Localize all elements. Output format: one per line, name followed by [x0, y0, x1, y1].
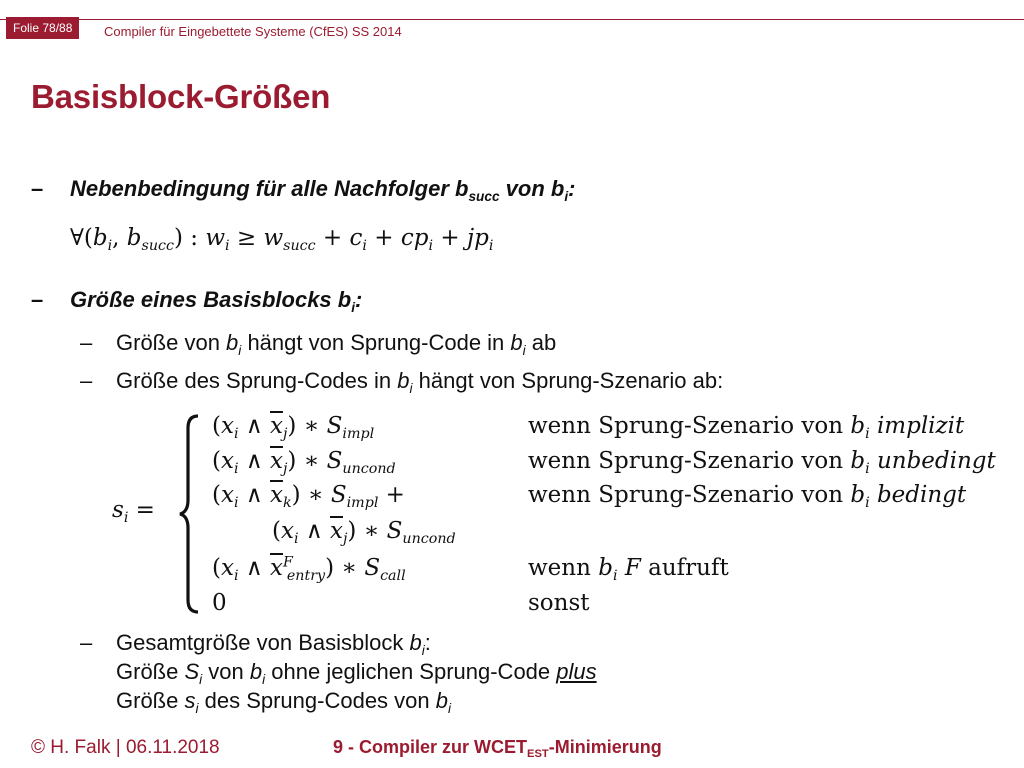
cases-lhs: $s_i$ = — [112, 497, 155, 526]
case-expression: ($x_i$ ∧ $\overline{x}_j$) ∗ $S_{uncond}$ — [212, 448, 396, 477]
slide-header — [0, 0, 1024, 40]
course-title: Compiler für Eingebettete Systeme (CfES) SS 2014 — [104, 24, 402, 39]
footer-chapter: 9 - Compiler zur $WCET_{EST}$-Minimierung — [333, 737, 662, 760]
case-expression: ($x_i$ ∧ $\overline{x}_j$) ∗ $S_{impl}$ — [212, 413, 375, 442]
bullet-dash: – — [31, 287, 44, 312]
case-condition: wenn Sprung-Szenario von $b_i$ implizit — [528, 413, 965, 442]
case-condition: sonst — [528, 590, 590, 616]
bullet-block-size: – Größe eines Basisblocks $b_i$: — [31, 287, 363, 315]
case-expression: ($x_i$ ∧ $\overline{x}_k$) ∗ $S_{impl}$ + — [212, 482, 405, 511]
bullet-dash: – — [80, 330, 93, 355]
case-condition: wenn $b_i$ F aufruft — [528, 555, 729, 584]
bullet-dash: – — [80, 368, 93, 393]
footer-author-date: © H. Falk | 06.11.2018 — [31, 737, 220, 758]
constraint-formula: $\forall(b_i$, $b_{succ}$) : $w_i \ge w_{succ} + c_i + cp_i + jp_i$ — [70, 225, 494, 254]
header-rule — [0, 19, 1024, 20]
case-condition: wenn Sprung-Szenario von $b_i$ bedingt — [528, 482, 967, 511]
bullet-dash: – — [31, 176, 44, 201]
case-expression: 0 — [212, 590, 227, 616]
bullet-dash: – — [80, 630, 93, 655]
bullet-constraint: – Nebenbedingung für alle Nachfolger $b_{succ}$ von $b_i$: — [31, 176, 576, 204]
case-condition: wenn Sprung-Szenario von $b_i$ unbedingt — [528, 448, 996, 477]
case-expression: ($x_i$ ∧ $\overline{x}^F_{entry}$) ∗ $S_{call}$ — [212, 554, 406, 584]
plus-emphasis: plus — [556, 659, 597, 684]
subbullet-total-size: – Gesamtgröße von Basisblock $b_i$: Größe $S_i$ von $b_i$ ohne jeglichen Sprung-Code plus Größe $s_i$ des Sprung-Codes von $b_i$ — [80, 630, 597, 716]
case-expression: ($x_i$ ∧ $\overline{x}_j$) ∗ $S_{uncond}$ — [272, 518, 456, 547]
subbullet-size-depends: – Größe von $b_i$ hängt von Sprung-Code in $b_i$ ab — [80, 330, 557, 358]
left-brace — [178, 414, 200, 614]
subbullet-jump-code-size: – Größe des Sprung-Codes in $b_i$ hängt von Sprung-Szenario ab: — [80, 368, 724, 396]
slide-number-badge: Folie 78/88 — [6, 17, 79, 39]
slide-title: Basisblock-Größen — [31, 78, 331, 115]
